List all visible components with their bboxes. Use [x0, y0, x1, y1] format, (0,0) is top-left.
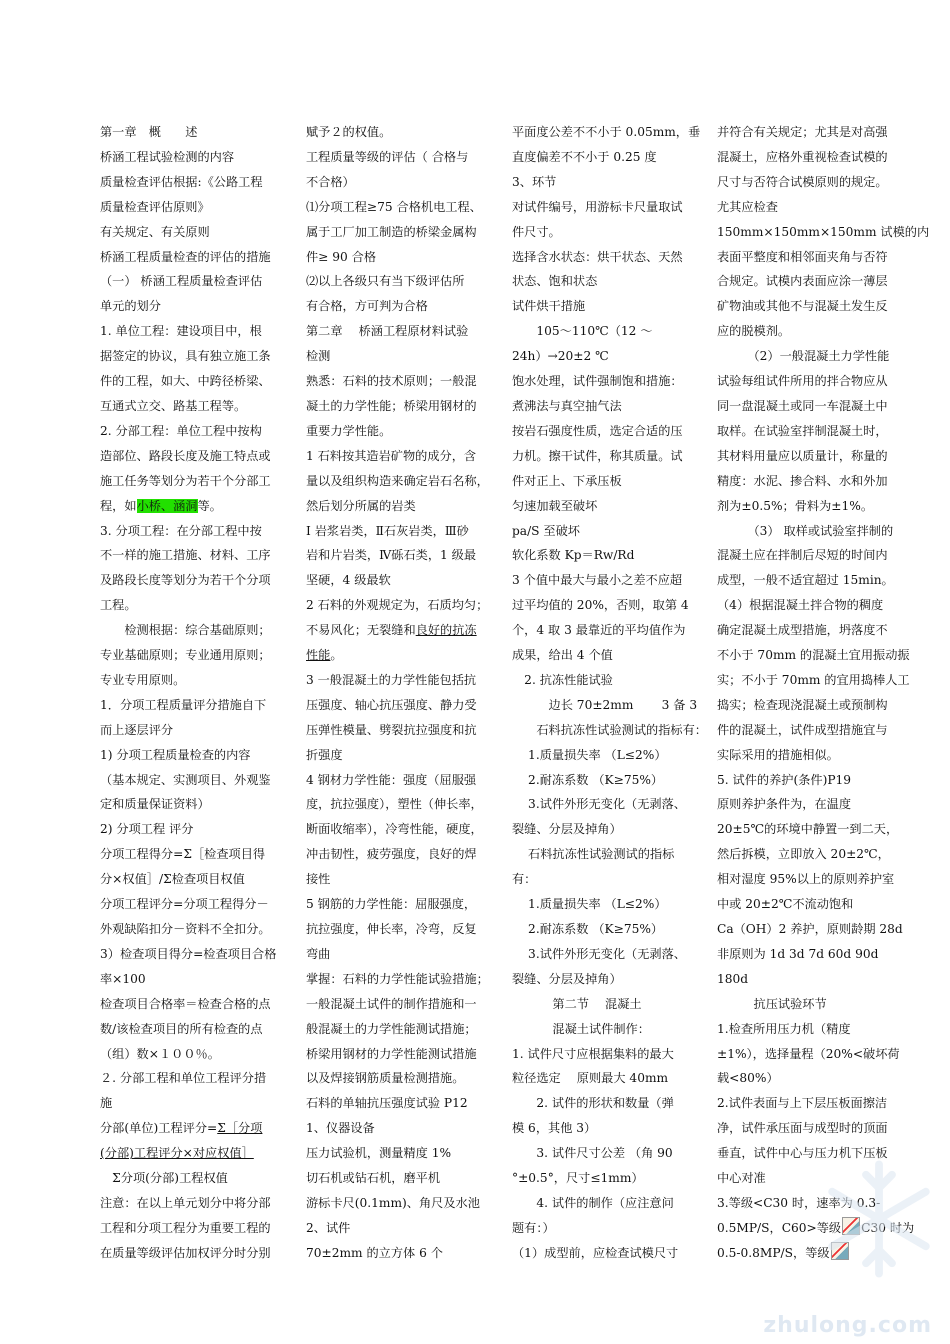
text-line: 3. 试件尺寸公差 （角 90 — [512, 1146, 673, 1161]
text-line: 件对正上、下承压板 — [512, 473, 622, 488]
text-line: 赋予２的权值。 — [306, 125, 392, 139]
text-line: 然后拆模，立即放入 20±2℃， — [717, 847, 890, 862]
text-line: 掌握：石料的力学性能试验措施； — [306, 971, 489, 986]
text-line: 1.质量损失率 （L≤2%） — [512, 747, 667, 762]
text-line: 混凝土，应格外重视检查试模的 — [717, 149, 888, 164]
text-line: 原则养护条件为，在温度 — [717, 797, 852, 812]
text-line: 2. 分部工程：单位工程中按构 — [100, 423, 262, 438]
text-line: 不一样的施工措施、材料、工序 — [100, 548, 271, 563]
text-line: pa/S 至破坏 — [512, 523, 580, 538]
text-line: 石料抗冻性试验测试的指标 — [512, 847, 675, 862]
text-line: 属于工厂加工制造的桥梁金属构 — [306, 224, 477, 239]
text-line: 1．分项工程质量评分措施自下 — [100, 697, 267, 712]
formula-line — [100, 1141, 272, 1166]
text-line: 岩和片岩类，Ⅳ砾石类，1 级最 — [306, 548, 477, 563]
text-line: 匀速加载至破坏 — [512, 498, 598, 513]
text-span: 。 — [330, 648, 343, 663]
text-line: ⑵以上各级只有当下级评估所 — [306, 274, 465, 289]
text-line: 4. 试件的制作（应注意问 — [512, 1195, 674, 1210]
text-line: 3）检查项目得分=检查项目合格 — [100, 946, 277, 961]
text-line: 石料的单轴抗压强度试验 P12 — [306, 1096, 468, 1111]
text-line: 游标卡尺(0.1mm)、角尺及水池 — [306, 1195, 480, 1210]
text-line: 直度偏差不不小于 0.25 度 — [512, 149, 657, 164]
text-line: 力机。擦干试件，称其质量。试 — [512, 448, 683, 463]
highlighted-text: 小桥、涵洞 — [136, 498, 198, 513]
text-line: （一） 桥涵工程质量检查评估 — [100, 274, 263, 289]
text-line: 中或 20±2℃不流动饱和 — [717, 897, 854, 912]
text-line: 裂缝、分层及掉角） — [512, 971, 622, 986]
text-line: 而上逐层评分 — [100, 722, 174, 737]
text-line: 2. 抗冻性能试验 — [512, 672, 613, 687]
text-line: 粒径选定 原则最大 40mm — [512, 1071, 669, 1086]
text-line: 3.等级<C30 时，速率为 0.3- — [717, 1195, 881, 1210]
text-line: 工程质量等级的评估（ 合格与 — [306, 149, 469, 164]
text-line: 熟悉：石料的技术原则；一般混 — [306, 374, 477, 389]
text-span: 等。 — [197, 498, 222, 513]
text-line: 1. 试件尺寸应根据集料的最大 — [512, 1046, 674, 1061]
text-line: Ⅰ 岩浆岩类，Ⅱ石灰岩类，Ⅲ砂 — [306, 523, 469, 538]
text-line: 断面收缩率），冷弯性能，硬度， — [306, 822, 483, 837]
text-line: 压弹性模量、劈裂抗拉强度和抗 — [306, 722, 477, 737]
text-line: 饱水处理，试件强制饱和措施： — [512, 374, 683, 389]
text-line: 量以及组织构造来确定岩石名称， — [306, 473, 489, 488]
text-line: 其材料用量应以质量计，称量的 — [717, 448, 888, 463]
text-line: 2、试件 — [306, 1220, 351, 1235]
text-line: 按岩石强度性质，选定合适的压 — [512, 423, 683, 438]
text-line: 施工任务等划分为若干个分部工 — [100, 473, 271, 488]
text-line: 件的混凝土，试件成型措施宜与 — [717, 722, 888, 737]
text-line — [100, 494, 272, 519]
underlined-text: Σ［分项 — [217, 1121, 263, 1136]
chapter-title: 第二章 桥涵工程原材料试验 — [306, 324, 469, 339]
section-title: 第二节 混凝土 — [512, 996, 642, 1011]
text-span: 程，如 — [100, 498, 137, 513]
underlined-text: 性能 — [306, 648, 331, 663]
text-line: （1）成型前，应检查试模尺寸 — [512, 1245, 679, 1260]
text-line: 边长 70±2mm 3 备 3 — [512, 697, 698, 712]
text-line: 状态、饱和状态 — [512, 274, 598, 289]
text-line: 剂为±0.5%；骨料为±1%。 — [717, 498, 874, 513]
text-line: 捣实；检查现浇混凝土或预制构 — [717, 697, 888, 712]
text-line: 2 石料的外观规定为，石质均匀； — [306, 598, 489, 613]
text-line: 检查项目合格率＝检查合格的点 — [100, 996, 271, 1011]
text-line — [306, 618, 484, 643]
site-watermark: zhulong.com — [763, 1313, 932, 1338]
text-line: 检测根据：综合基础原则； — [100, 623, 271, 638]
text-line: 载<80%） — [717, 1071, 779, 1086]
text-line: 5 钢筋的力学性能：屈服强度， — [306, 897, 477, 912]
text-line: 折强度 — [306, 747, 343, 762]
text-line: 件尺寸。 — [512, 224, 561, 239]
text-span: 分部(单位)工程评分= — [100, 1121, 218, 1136]
text-line: 应的脱模剂。 — [717, 324, 791, 339]
text-column-1 — [100, 120, 277, 1266]
text-line: 单元的划分 — [100, 299, 161, 314]
text-line: 个，4 取 3 最靠近的平均值作为 — [512, 623, 686, 638]
text-line: 切石机或钻石机，磨平机 — [306, 1171, 441, 1186]
text-line: （4）根据混凝土拌合物的稠度 — [717, 598, 884, 613]
text-line: 试验每组试件所用的拌合物应从 — [717, 374, 888, 389]
text-line: 桥涵工程试验检测的内容 — [100, 149, 235, 164]
text-line: 混凝土试件制作： — [512, 1021, 650, 1036]
text-span: 不易风化；无裂缝和 — [306, 623, 416, 638]
text-line: 4 钢材力学性能：强度（屈服强 — [306, 772, 477, 787]
text-line: 3 一般混凝土的力学性能包括抗 — [306, 672, 477, 687]
text-line: 弯曲 — [306, 946, 331, 961]
text-line: 中心对准 — [717, 1171, 766, 1186]
text-line: 有： — [512, 872, 537, 887]
text-column-4 — [717, 120, 930, 1266]
text-line: 2. 试件的形状和数量（弹 — [512, 1096, 674, 1111]
text-line: 件的工程，如大、中跨径桥梁、 — [100, 374, 271, 389]
text-line: 150mm×150mm×150mm 试模的内 — [717, 224, 930, 239]
text-line: 1) 分项工程质量检查的内容 — [100, 747, 251, 762]
text-line: （2）一般混凝土力学性能 — [717, 349, 890, 364]
underlined-text: (分部)工程评分×对应权值］ — [100, 1146, 254, 1161]
text-line: 垂直，试件中心与压力机下压板 — [717, 1146, 888, 1161]
text-line: 桥梁用钢材的力学性能测试措施 — [306, 1046, 477, 1061]
text-line: Ca（OH）2 养护，原则龄期 28d — [717, 922, 903, 936]
text-line: 分项工程得分=Σ［检查项目得 — [100, 847, 266, 862]
text-line: 造部位、路段长度及施工特点或 — [100, 448, 271, 463]
text-line: ２. 分部工程和单位工程评分措 — [100, 1071, 267, 1086]
text-line: 压强度、轴心抗压强度、静力受 — [306, 697, 477, 712]
text-line: 不合格） — [306, 174, 355, 189]
text-line: （3） 取样或试验室拌制的 — [717, 523, 894, 538]
text-line: 及路段长度等划分为若干个分项 — [100, 573, 271, 588]
text-line: 精度：水泥、掺合料、水和外加 — [717, 473, 888, 488]
text-line: 确定混凝土成型措施，坍落度不 — [717, 623, 888, 638]
text-line: 专业专用原则。 — [100, 672, 186, 687]
text-line: 冲击韧性，疲劳强度，良好的焊 — [306, 847, 477, 862]
text-line: 工程和分项工程分为重要工程的 — [100, 1220, 271, 1235]
text-line: 20±5℃的环境中静置一到二天， — [717, 822, 899, 837]
text-line: 专业基础原则；专业通用原则； — [100, 648, 271, 663]
text-line: 实；不小于 70mm 的宜用捣棒人工 — [717, 672, 910, 687]
text-line: 合规定。试模内表面应涂一薄层 — [717, 274, 888, 289]
text-line: 取样。在试验室拌制混凝土时， — [717, 423, 888, 438]
text-line: 2.耐冻系数 （K≥75%） — [512, 922, 664, 936]
text-line: 分×权值］/Σ检查项目权值 — [100, 872, 245, 887]
text-line: 24h）→20±2 ℃ — [512, 349, 609, 364]
text-column-3 — [512, 120, 707, 1266]
text-line: 180d — [717, 971, 749, 986]
text-line: （组）数×１００％。 — [100, 1046, 220, 1061]
text-line: 软化系数 Kp＝Rw/Rd — [512, 548, 635, 563]
text-line: 平面度公差不不小于 0.05mm，垂 — [512, 125, 701, 139]
text-line: 质量检查评估根据:《公路工程 — [100, 174, 263, 189]
text-line: 相对湿度 95%以上的原则养护室 — [717, 872, 895, 887]
text-span: 0.5MP/S，C60>等级 — [717, 1220, 842, 1235]
text-line: 煮沸法与真空抽气法 — [512, 398, 622, 413]
text-line: 不小于 70mm 的混凝土宜用振动振 — [717, 648, 910, 663]
text-line: 成型，一般不适宜超过 15min。 — [717, 573, 894, 588]
text-line: 同一盘混凝土或同一车混凝土中 — [717, 398, 888, 413]
text-line: 质量检查评估原则》 — [100, 199, 210, 214]
text-line: 1 石料按其造岩矿物的成分，含 — [306, 448, 477, 463]
text-line: 3. 分项工程：在分部工程中按 — [100, 523, 262, 538]
snowflake-watermark-icon — [814, 1154, 944, 1284]
underlined-text: 良好的抗冻 — [415, 623, 477, 638]
text-line: 5. 试件的养护(条件)P19 — [717, 772, 852, 787]
text-line: 实际采用的措施相似。 — [717, 747, 839, 762]
text-line: 抗拉强度，伸长率，冷弯，反复 — [306, 922, 477, 936]
text-line: 重要力学性能。 — [306, 423, 392, 438]
text-line: 凝土的力学性能；桥梁用钢材的 — [306, 398, 477, 413]
text-line: 并符合有关规定；尤其是对高强 — [717, 125, 888, 139]
text-line: 数/该检查项目的所有检查的点 — [100, 1021, 263, 1036]
text-line: 外观缺陷扣分－资料不全扣分。 — [100, 922, 271, 936]
text-line: 1.检查所用压力机（精度 — [717, 1021, 851, 1036]
text-line: 过平均值的 20%，否则，取第 4 — [512, 598, 689, 613]
text-line: 1. 单位工程：建设项目中，根 — [100, 324, 262, 339]
section-title: 抗压试验环节 — [717, 996, 827, 1011]
text-line: 检测 — [306, 349, 331, 364]
text-line: 在质量等级评估加权评分时分别 — [100, 1245, 271, 1260]
text-line: 试件烘干措施 — [512, 299, 586, 314]
text-line: 施 — [100, 1096, 113, 1111]
text-line — [306, 643, 484, 668]
text-line: 成果，给出 4 个值 — [512, 648, 613, 663]
text-line: 分项工程评分=分项工程得分－ — [100, 897, 269, 912]
text-line: 尤其应检查 — [717, 199, 778, 214]
text-line: 然后划分所属的岩类 — [306, 498, 416, 513]
text-line: 题有：） — [512, 1220, 555, 1235]
text-line: 3 个值中最大与最小之差不应超 — [512, 573, 683, 588]
text-line: 3.试件外形无变化（无剥落、 — [512, 946, 686, 961]
text-line: 注意：在以上单元划分中将分部 — [100, 1195, 271, 1210]
text-line: 坚硬，4 级最软 — [306, 573, 391, 588]
text-line: 裂缝、分层及掉角） — [512, 822, 622, 837]
text-line: ±1%），选择量程（20%<破坏荷 — [717, 1046, 900, 1061]
text-line: 105～110℃（12 ～ — [512, 324, 653, 339]
text-column-2 — [306, 120, 489, 1266]
text-span: 0.5-0.8MP/S，等级 — [717, 1245, 830, 1260]
text-line: 矿物油或其他不与混凝土发生反 — [717, 299, 888, 314]
text-line: 互通式立交、路基工程等。 — [100, 398, 247, 413]
text-line: 度，抗拉强度），塑性（伸长率， — [306, 797, 483, 812]
text-line: 般混凝土的力学性能测试措施； — [306, 1021, 477, 1036]
text-line: 接性 — [306, 872, 331, 887]
text-line: 净，试件承压面与成型时的顶面 — [717, 1121, 888, 1136]
text-line: Σ分项(分部)工程权值 — [100, 1171, 228, 1186]
text-line: 率×100 — [100, 971, 146, 986]
text-line: 石料抗冻性试验测试的指标有： — [512, 722, 707, 737]
formula-line — [100, 1116, 272, 1141]
text-span: C30 时为 — [861, 1220, 915, 1235]
text-line: °±0.5°，尺寸≤1mm） — [512, 1171, 644, 1186]
text-line: 70±2mm 的立方体 6 个 — [306, 1245, 443, 1260]
text-line: 以及焊接钢筋质量检测措施。 — [306, 1071, 465, 1086]
text-line: 1.质量损失率 （L≤2%） — [512, 897, 667, 912]
text-line: 2) 分项工程 评分 — [100, 822, 194, 837]
text-line: 1、仪器设备 — [306, 1121, 375, 1136]
chapter-title: 第一章 概 述 — [100, 125, 198, 139]
text-line: 有关规定、有关原则 — [100, 224, 210, 239]
text-line: 尺寸与否符合试模原则的规定。 — [717, 174, 888, 189]
text-line: 表面平整度和相邻面夹角与否符 — [717, 249, 888, 264]
text-line: 一般混凝土试件的制作措施和一 — [306, 996, 477, 1011]
text-line: 模 6，其他 3） — [512, 1121, 597, 1136]
text-line: ⑴分项工程≥75 合格机电工程、 — [306, 199, 482, 214]
text-line: 有合格，方可判为合格 — [306, 299, 428, 314]
text-line: 混凝土应在拌制后尽短的时间内 — [717, 548, 888, 563]
text-line: 3、环节 — [512, 174, 557, 189]
text-line: 定和质量保证资料） — [100, 797, 210, 812]
text-line: 2.耐冻系数 （K≥75%） — [512, 772, 664, 787]
text-line: 非原则为 1d 3d 7d 60d 90d — [717, 946, 879, 961]
text-line: （基本规定、实测项目、外观鉴 — [100, 772, 271, 787]
text-line: 桥涵工程质量检查的评估的措施 — [100, 249, 271, 264]
text-line: 对试件编号，用游标卡尺量取试 — [512, 199, 683, 214]
text-line: 压力试验机，测量精度 1% — [306, 1146, 452, 1161]
text-line: 选择含水状态：烘干状态、天然 — [512, 249, 683, 264]
text-line: 工程。 — [100, 598, 137, 613]
text-line: 据签定的协议，具有独立施工条 — [100, 349, 271, 364]
text-line: 3.试件外形无变化（无剥落、 — [512, 797, 686, 812]
text-line: 件≥ 90 合格 — [306, 249, 377, 264]
text-line: 2.试件表面与上下层压板面擦洁 — [717, 1096, 888, 1111]
